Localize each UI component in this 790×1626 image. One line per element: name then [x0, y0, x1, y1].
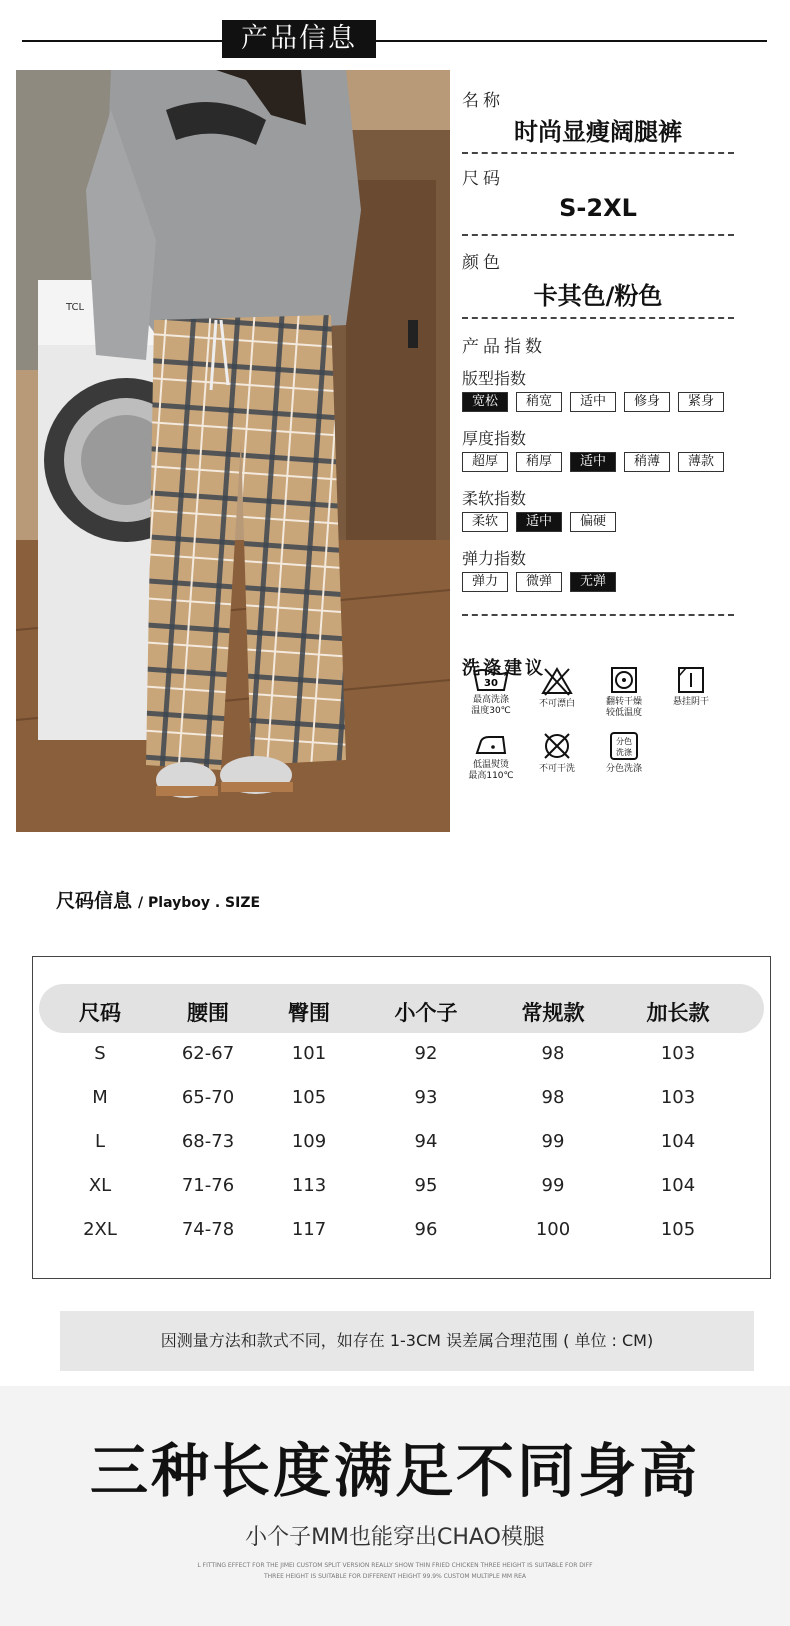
- washing-item: [456, 666, 526, 717]
- size-table-cell: 92: [414, 1043, 438, 1064]
- washing-item: [456, 731, 526, 782]
- size-table-cell: 74-78: [181, 1219, 235, 1240]
- washing-item: [589, 666, 659, 719]
- size-table-cell: S: [94, 1043, 106, 1064]
- size-table-cell: 103: [660, 1043, 696, 1064]
- size-table-cell: M: [92, 1087, 108, 1108]
- size-table-header-cell: 腰围: [187, 1001, 229, 1025]
- washing-item: [589, 731, 659, 775]
- size-value: S-2XL: [559, 194, 637, 222]
- svg-text:分色: 分色: [616, 737, 632, 746]
- index-group-title: 柔软指数: [462, 489, 527, 508]
- index-option: 偏硬: [570, 512, 616, 532]
- banner-fine-print: [150, 1560, 640, 1582]
- index-option: 紧身: [678, 392, 724, 412]
- washer-brand: TCL: [66, 302, 85, 313]
- size-info-heading: [56, 886, 260, 913]
- header-rule: [22, 40, 767, 42]
- size-table: [32, 956, 771, 1279]
- size-table-cell: L: [94, 1131, 106, 1152]
- size-table-cell: 96: [414, 1219, 438, 1240]
- washing-item-label: 分色洗涤: [605, 764, 642, 774]
- washing-item-label: 不可干洗: [538, 764, 575, 774]
- index-option: 微弹: [516, 572, 562, 592]
- svg-text:30: 30: [484, 678, 498, 689]
- size-table-cell: 113: [291, 1175, 327, 1196]
- line-dry-shade-icon: [656, 666, 726, 694]
- banner-headline: 三种长度满足不同身高: [89, 1437, 700, 1505]
- wash-30-icon: [456, 666, 526, 692]
- index-group-title: 弹力指数: [462, 549, 527, 568]
- iron-low-icon: [456, 731, 526, 757]
- size-table-cell: 95: [414, 1175, 438, 1196]
- washing-item-label: 翻转干燥: [605, 697, 642, 707]
- size-table-cell: 99: [541, 1131, 565, 1152]
- index-group-title: 版型指数: [462, 369, 527, 388]
- index-option: 修身: [624, 392, 670, 412]
- wash-separately-icon: [589, 731, 659, 761]
- size-table-header-cell: 尺码: [79, 1001, 121, 1025]
- washing-title: 洗涤建议: [462, 658, 546, 679]
- index-option: 弹力: [462, 572, 508, 592]
- divider: [462, 614, 734, 616]
- washing-item-label: 温度30℃: [471, 706, 511, 716]
- fine-print-line: THREE HEIGHT IS SUITABLE FOR DIFFERENT HEIGHT 99.9% CUSTOM MULTIPLE MM REA: [263, 1573, 527, 1580]
- washing-item-label: 不可漂白: [538, 699, 575, 709]
- color-label: 颜色: [462, 253, 504, 273]
- index-options: [462, 572, 616, 592]
- size-table-header-cell: 臀围: [288, 1001, 330, 1025]
- size-table-cell: XL: [88, 1175, 112, 1196]
- divider: [462, 152, 734, 154]
- index-group-title: 厚度指数: [462, 429, 527, 448]
- size-table-cell: 103: [660, 1087, 696, 1108]
- size-info-subtitle: / Playboy . SIZE: [138, 895, 261, 911]
- size-table-header-cell: 小个子: [394, 1001, 458, 1025]
- index-title: 产品指数: [462, 337, 546, 357]
- size-info-title: 尺码信息: [56, 890, 133, 912]
- size-label: 尺码: [462, 169, 504, 189]
- name-value: 时尚显瘦阔腿裤: [514, 118, 682, 146]
- washing-item-label: 悬挂阴干: [672, 697, 709, 707]
- index-option: 稍宽: [516, 392, 562, 412]
- index-option-selected: 无弹: [570, 572, 616, 592]
- size-table-cell: 105: [660, 1219, 696, 1240]
- washing-item: [522, 666, 592, 710]
- divider: [462, 234, 734, 236]
- index-option-selected: 宽松: [462, 392, 508, 412]
- fine-print-line: L FITTING EFFECT FOR THE JIMEI CUSTOM SPLIT VERSION REALLY SHOW THIN FRIED CHICKEN THREE HEIGHT IS SUITABLE FOR DIFF: [197, 1562, 593, 1569]
- index-option: 稍薄: [624, 452, 670, 472]
- size-table-cell: 68-73: [181, 1131, 235, 1152]
- page-title: 产品信息: [222, 20, 376, 58]
- index-option: 薄款: [678, 452, 724, 472]
- size-table-cell: 99: [541, 1175, 565, 1196]
- color-value: 卡其色/粉色: [533, 282, 663, 310]
- size-table-cell: 104: [660, 1131, 696, 1152]
- index-option-selected: 适中: [516, 512, 562, 532]
- size-table-cell: 94: [414, 1131, 438, 1152]
- index-options: [462, 512, 616, 532]
- no-dry-clean-icon: [522, 731, 592, 761]
- product-photo: [16, 70, 450, 832]
- divider: [462, 317, 734, 319]
- no-bleach-icon: [522, 666, 592, 696]
- index-option: 超厚: [462, 452, 508, 472]
- size-table-cell: 117: [291, 1219, 327, 1240]
- name-label: 名称: [462, 91, 504, 111]
- washing-item: [522, 731, 592, 775]
- index-options: [462, 452, 724, 472]
- tumble-dry-low-icon: [589, 666, 659, 694]
- size-table-cell: 93: [414, 1087, 438, 1108]
- size-table-cell: 62-67: [181, 1043, 235, 1064]
- washing-item-label: 最高110℃: [468, 771, 514, 781]
- size-table-cell: 101: [291, 1043, 327, 1064]
- index-option: 适中: [570, 392, 616, 412]
- size-table-header-cell: 常规款: [521, 1001, 585, 1025]
- measurement-note: 因测量方法和款式不同，如存在 1-3CM 误差属合理范围 ( 单位 : CM): [60, 1311, 754, 1371]
- washing-item: [656, 666, 726, 708]
- size-table-cell: 104: [660, 1175, 696, 1196]
- size-table-cell: 98: [541, 1043, 565, 1064]
- size-table-cell: 65-70: [181, 1087, 235, 1108]
- index-option: 稍厚: [516, 452, 562, 472]
- index-option: 柔软: [462, 512, 508, 532]
- size-table-cell: 98: [541, 1087, 565, 1108]
- size-table-cell: 109: [291, 1131, 327, 1152]
- washing-item-label: 较低温度: [605, 708, 642, 718]
- size-table-cell: 71-76: [181, 1175, 235, 1196]
- washing-item-label: 低温熨烫: [472, 760, 509, 770]
- size-table-cell: 100: [535, 1219, 571, 1240]
- washing-item-label: 最高洗涤: [472, 695, 509, 705]
- size-table-cell: 105: [291, 1087, 327, 1108]
- index-options: [462, 392, 724, 412]
- size-table-cell: 2XL: [83, 1219, 117, 1240]
- banner-slogan: 小个子MM也能穿出CHAO模腿: [245, 1525, 545, 1550]
- size-table-header-cell: 加长款: [646, 1001, 710, 1025]
- svg-text:洗涤: 洗涤: [616, 748, 632, 757]
- index-option-selected: 适中: [570, 452, 616, 472]
